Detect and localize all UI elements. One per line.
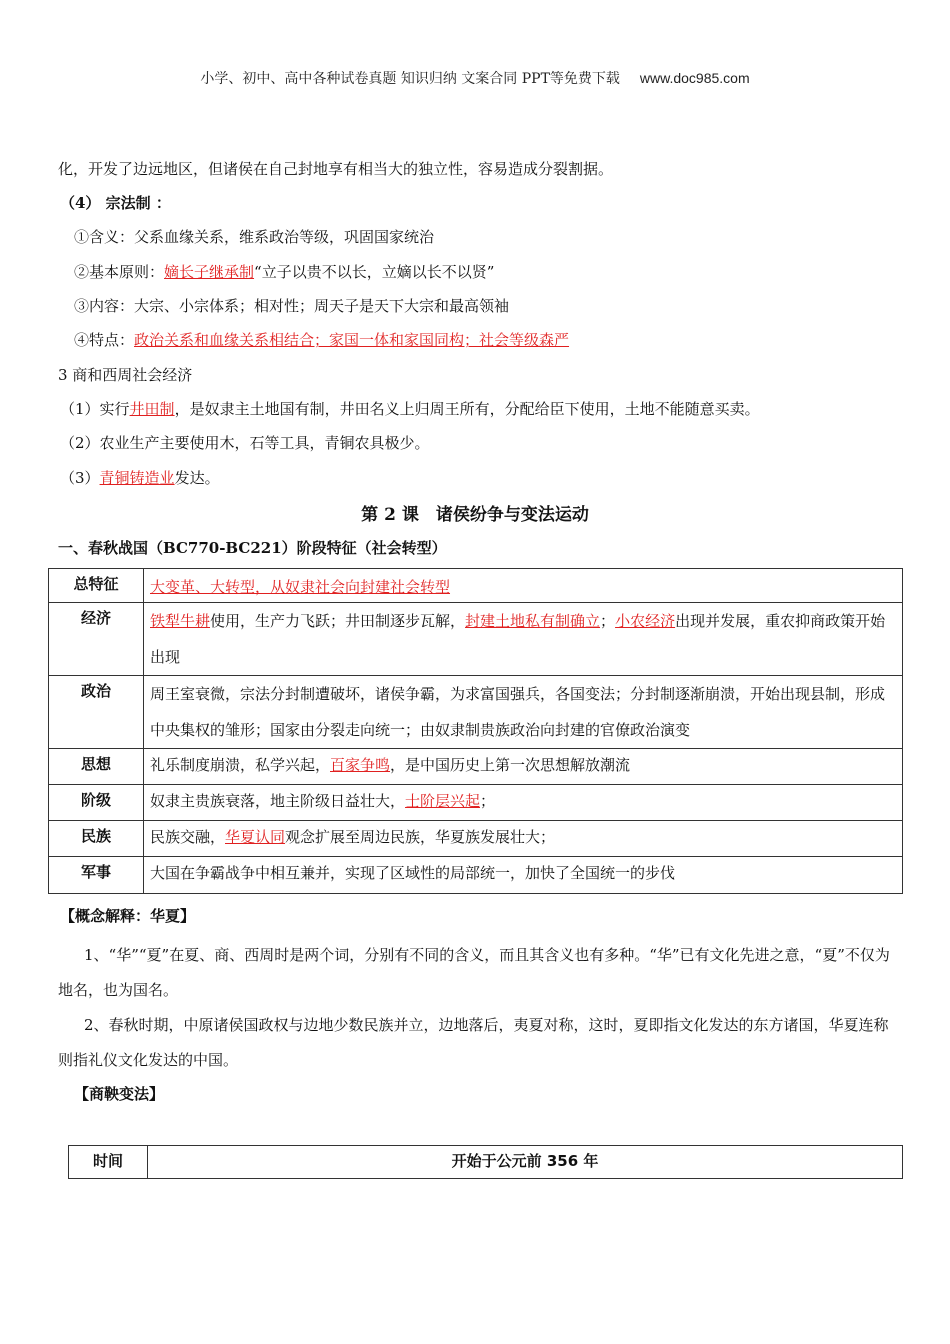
feature-text: 大国在争霸战争中相互兼并，实现了区域性的局部统一，加快了全国统一的步伐 — [150, 864, 676, 882]
table-row — [49, 857, 903, 894]
feature-text: ，是中国历史上第一次思想解放潮流 — [390, 756, 631, 774]
feature-key: 军事 — [49, 857, 144, 894]
table-row — [49, 749, 903, 785]
feature-text: 民族交融， — [150, 828, 226, 846]
lesson-title: 第 2 课 诸侯纷争与变法运动 — [361, 505, 589, 525]
feature-key: 阶级 — [49, 785, 144, 821]
feature-value — [144, 603, 903, 676]
feature-text: 观念扩展至周边民族，华夏族发展壮大； — [285, 828, 556, 846]
feature-value — [144, 857, 903, 894]
table-row — [49, 821, 903, 857]
page-header — [0, 68, 950, 88]
zongfa-item-2: ②基本原则：嫡长子继承制“立子以贵不以长，立嫡以长不以贤” — [74, 263, 495, 281]
time-key: 时间 — [69, 1146, 148, 1179]
feature-key: 政治 — [49, 676, 144, 749]
feature-value — [144, 785, 903, 821]
economy-p2: （2）农业生产主要使用木，石等工具，青铜农具极少。 — [60, 434, 430, 452]
feature-value — [144, 676, 903, 749]
feature-key: 思想 — [49, 749, 144, 785]
feature-key: 经济 — [49, 603, 144, 676]
table-row — [49, 785, 903, 821]
feature-key: 总特征 — [49, 569, 144, 603]
table-row — [69, 1146, 903, 1179]
highlight-term: 铁犁牛耕 — [150, 612, 211, 630]
feature-value — [144, 749, 903, 785]
concept-p1: 1、“华”“夏”在夏、商、西周时是两个词，分别有不同的含义，而且其含义也有多种。“华”已有文化先进之意，“夏”不仅为地名，也为国名。 — [58, 946, 890, 999]
time-value: 开始于公元前 356 年 — [148, 1146, 903, 1179]
table-row — [49, 676, 903, 749]
feature-key: 民族 — [49, 821, 144, 857]
highlight-term: 封建土地私有制确立 — [465, 612, 601, 630]
highlight-term: 华夏认同 — [225, 828, 286, 846]
feature-text: 奴隶主贵族衰落，地主阶级日益壮大， — [150, 792, 406, 810]
highlight-term: 士阶层兴起 — [405, 792, 481, 810]
table-row — [49, 603, 903, 676]
feature-text: 礼乐制度崩溃，私学兴起， — [150, 756, 331, 774]
zongfa-item-3: ③内容：大宗、小宗体系；相对性；周天子是天下大宗和最高领袖 — [74, 297, 510, 315]
highlight-term: 百家争鸣 — [330, 756, 391, 774]
section-heading: 一、春秋战国（BC770-BC221）阶段特征（社会转型） — [58, 539, 447, 557]
economy-heading: 3 商和西周社会经济 — [58, 366, 193, 384]
feature-text: ； — [480, 792, 496, 810]
economy-p1: （1）实行井田制，是奴隶主土地国有制，井田名义上归周王所有，分配给臣下使用，土地不能随意买卖。 — [60, 400, 760, 418]
highlight-term: 大变革、大转型，从奴隶社会向封建社会转型 — [150, 578, 451, 596]
feature-text: ； — [600, 612, 616, 630]
feature-text: 使用，生产力飞跃；井田制逐步瓦解， — [210, 612, 466, 630]
feature-value — [144, 821, 903, 857]
shangyang-heading: 【商鞅变法】 — [74, 1085, 165, 1103]
zongfa-heading: （4） 宗法制 ： — [60, 194, 171, 212]
zongfa-item-1: ①含义：父系血缘关系，维系政治等级，巩固国家统治 — [74, 228, 435, 246]
intro-line: 化，开发了边远地区，但诸侯在自己封地享有相当大的独立性，容易造成分裂割据。 — [58, 160, 614, 178]
header-text: 小学、初中、高中各种试卷真题 知识归纳 文案合同 PPT等免费下载 — [200, 71, 620, 87]
shangyang-table — [68, 1145, 903, 1179]
features-table — [48, 568, 903, 894]
concept-heading: 【概念解释：华夏】 — [60, 907, 196, 925]
header-url[interactable]: www.doc985.com — [639, 70, 750, 86]
feature-text: 周王室衰微，宗法分封制遭破坏，诸侯争霸，为求富国强兵，各国变法；分封制逐渐崩溃，开始出现县制，形成中央集权的雏形；国家由分裂走向统一；由奴隶制贵族政治向封建的官僚政治演变 — [150, 685, 886, 739]
feature-text: 出现并发展，重农抑商政策开始出现 — [150, 612, 886, 666]
zongfa-item-4: ④特点：政治关系和血缘关系相结合；家国一体和家国同构；社会等级森严 — [74, 331, 570, 349]
highlight-term: 小农经济 — [615, 612, 676, 630]
feature-value — [144, 569, 903, 603]
table-row — [49, 569, 903, 603]
concept-p2: 2、春秋时期，中原诸侯国政权与边地少数民族并立，边地落后，夷夏对称，这时，夏即指文化发达的东方诸国，华夏连称则指礼仪文化发达的中国。 — [58, 1016, 889, 1069]
economy-p3: （3）青铜铸造业发达。 — [60, 469, 220, 487]
